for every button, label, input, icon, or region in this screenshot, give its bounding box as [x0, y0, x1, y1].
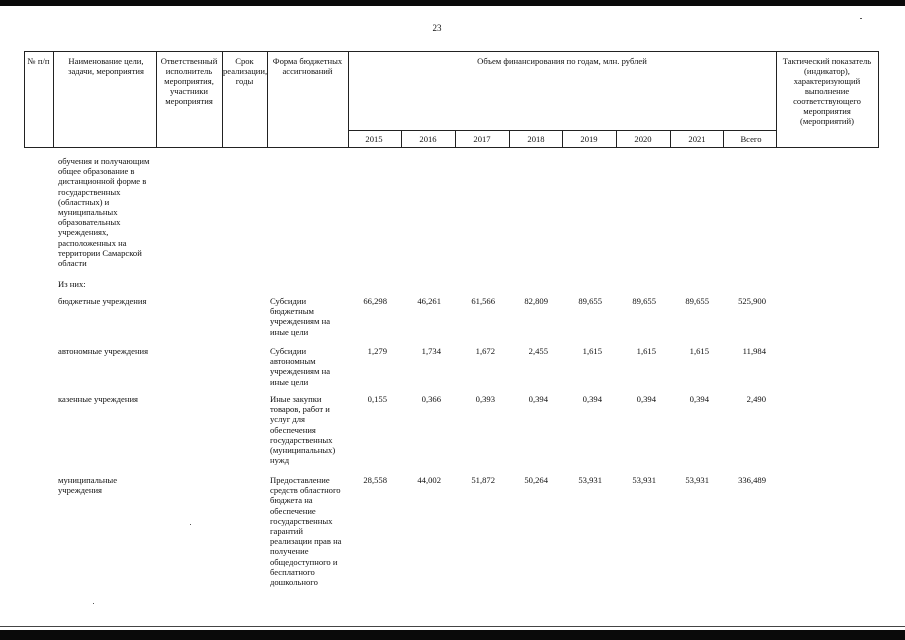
row-value: 1,279	[367, 346, 387, 356]
col-border	[53, 51, 54, 148]
header-num: № п/п	[27, 56, 50, 66]
row-value: 2,455	[528, 346, 548, 356]
row-value: 50,264	[524, 475, 548, 485]
row-form: Субсидии автономным учреждениям на иные цели	[270, 346, 331, 387]
row-name: казенные учреждения	[58, 394, 139, 404]
header-term: Срок реализации, годы	[223, 56, 268, 86]
row-value: 51,872	[471, 475, 495, 485]
year-col-border	[509, 130, 510, 148]
year-2018: 2018	[527, 134, 545, 144]
year-col-border	[616, 130, 617, 148]
header-executor: Ответственный исполнитель мероприятия, участники мероприятия	[160, 56, 218, 106]
row-value: 53,931	[685, 475, 709, 485]
year-col-border	[401, 130, 402, 148]
year-col-border	[455, 130, 456, 148]
row-value: 53,931	[578, 475, 602, 485]
row-value: 28,558	[363, 475, 387, 485]
year-2021: 2021	[688, 134, 706, 144]
scan-top-border	[0, 0, 905, 6]
row-value: 0,394	[636, 394, 656, 404]
row-form: Предоставление средств областного бюджета на обеспечение государственных гарантий реализации прав на получение общедоступного и бесплатного дошкольного	[270, 475, 342, 588]
row-form: Субсидии бюджетным учреждениям на иные цели	[270, 296, 331, 337]
row-total: 525,900	[738, 296, 766, 306]
year-col-border	[723, 130, 724, 148]
row-value: 1,615	[689, 346, 709, 356]
row-value: 0,394	[528, 394, 548, 404]
row-value: 89,655	[685, 296, 709, 306]
header-name: Наименование цели, задачи, мероприятия	[68, 56, 144, 76]
row-value: 0,394	[689, 394, 709, 404]
continuation-text: обучения и получающим общее образование в дистанционной форме в государственных (областных) и муниципальных образовательных учреждениях, расположенных на территории Самарской области	[58, 156, 150, 269]
header-funding: Объем финансирования по годам, млн. рублей	[477, 56, 647, 66]
row-value: 53,931	[632, 475, 656, 485]
year-col-border	[670, 130, 671, 148]
row-form: Иные закупки товаров, работ и услуг для обеспечения государственных (муниципальных) нужд	[270, 394, 336, 466]
header-form: Форма бюджетных ассигнований	[272, 56, 343, 76]
table-top-border	[24, 51, 879, 52]
row-total: 11,984	[742, 346, 766, 356]
year-col-border	[562, 130, 563, 148]
col-border	[878, 51, 879, 148]
row-value: 82,809	[524, 296, 548, 306]
row-value: 1,615	[636, 346, 656, 356]
row-value: 1,672	[475, 346, 495, 356]
row-value: 0,366	[421, 394, 441, 404]
header-indicator: Тактический показатель (индикатор), характеризующий выполнение соответствующего мероприятия (мероприятий)	[782, 56, 872, 126]
of-which-label: Из них:	[58, 279, 86, 289]
row-value: 66,298	[363, 296, 387, 306]
row-value: 0,155	[367, 394, 387, 404]
row-value: 0,393	[475, 394, 495, 404]
year-2019: 2019	[580, 134, 598, 144]
year-2020: 2020	[634, 134, 652, 144]
year-total: Всего	[740, 134, 762, 144]
year-2015: 2015	[365, 134, 383, 144]
scan-speck	[93, 603, 94, 604]
row-value: 1,615	[582, 346, 602, 356]
scan-bottom-line	[0, 626, 905, 627]
row-value: 0,394	[582, 394, 602, 404]
row-name: муниципальные учреждения	[58, 475, 118, 496]
row-total: 336,489	[738, 475, 766, 485]
row-value: 44,002	[417, 475, 441, 485]
page-number: 23	[432, 23, 442, 33]
year-2016: 2016	[419, 134, 437, 144]
header-bottom-border	[24, 147, 879, 148]
scan-speck	[860, 18, 862, 19]
row-value: 89,655	[578, 296, 602, 306]
row-value: 1,734	[421, 346, 441, 356]
scan-speck	[190, 524, 191, 525]
year-2017: 2017	[473, 134, 491, 144]
row-value: 89,655	[632, 296, 656, 306]
row-name: бюджетные учреждения	[58, 296, 147, 306]
row-value: 61,566	[471, 296, 495, 306]
row-total: 2,490	[746, 394, 766, 404]
row-value: 46,261	[417, 296, 441, 306]
scan-bottom-border	[0, 630, 905, 640]
row-name: автономные учреждения	[58, 346, 149, 356]
